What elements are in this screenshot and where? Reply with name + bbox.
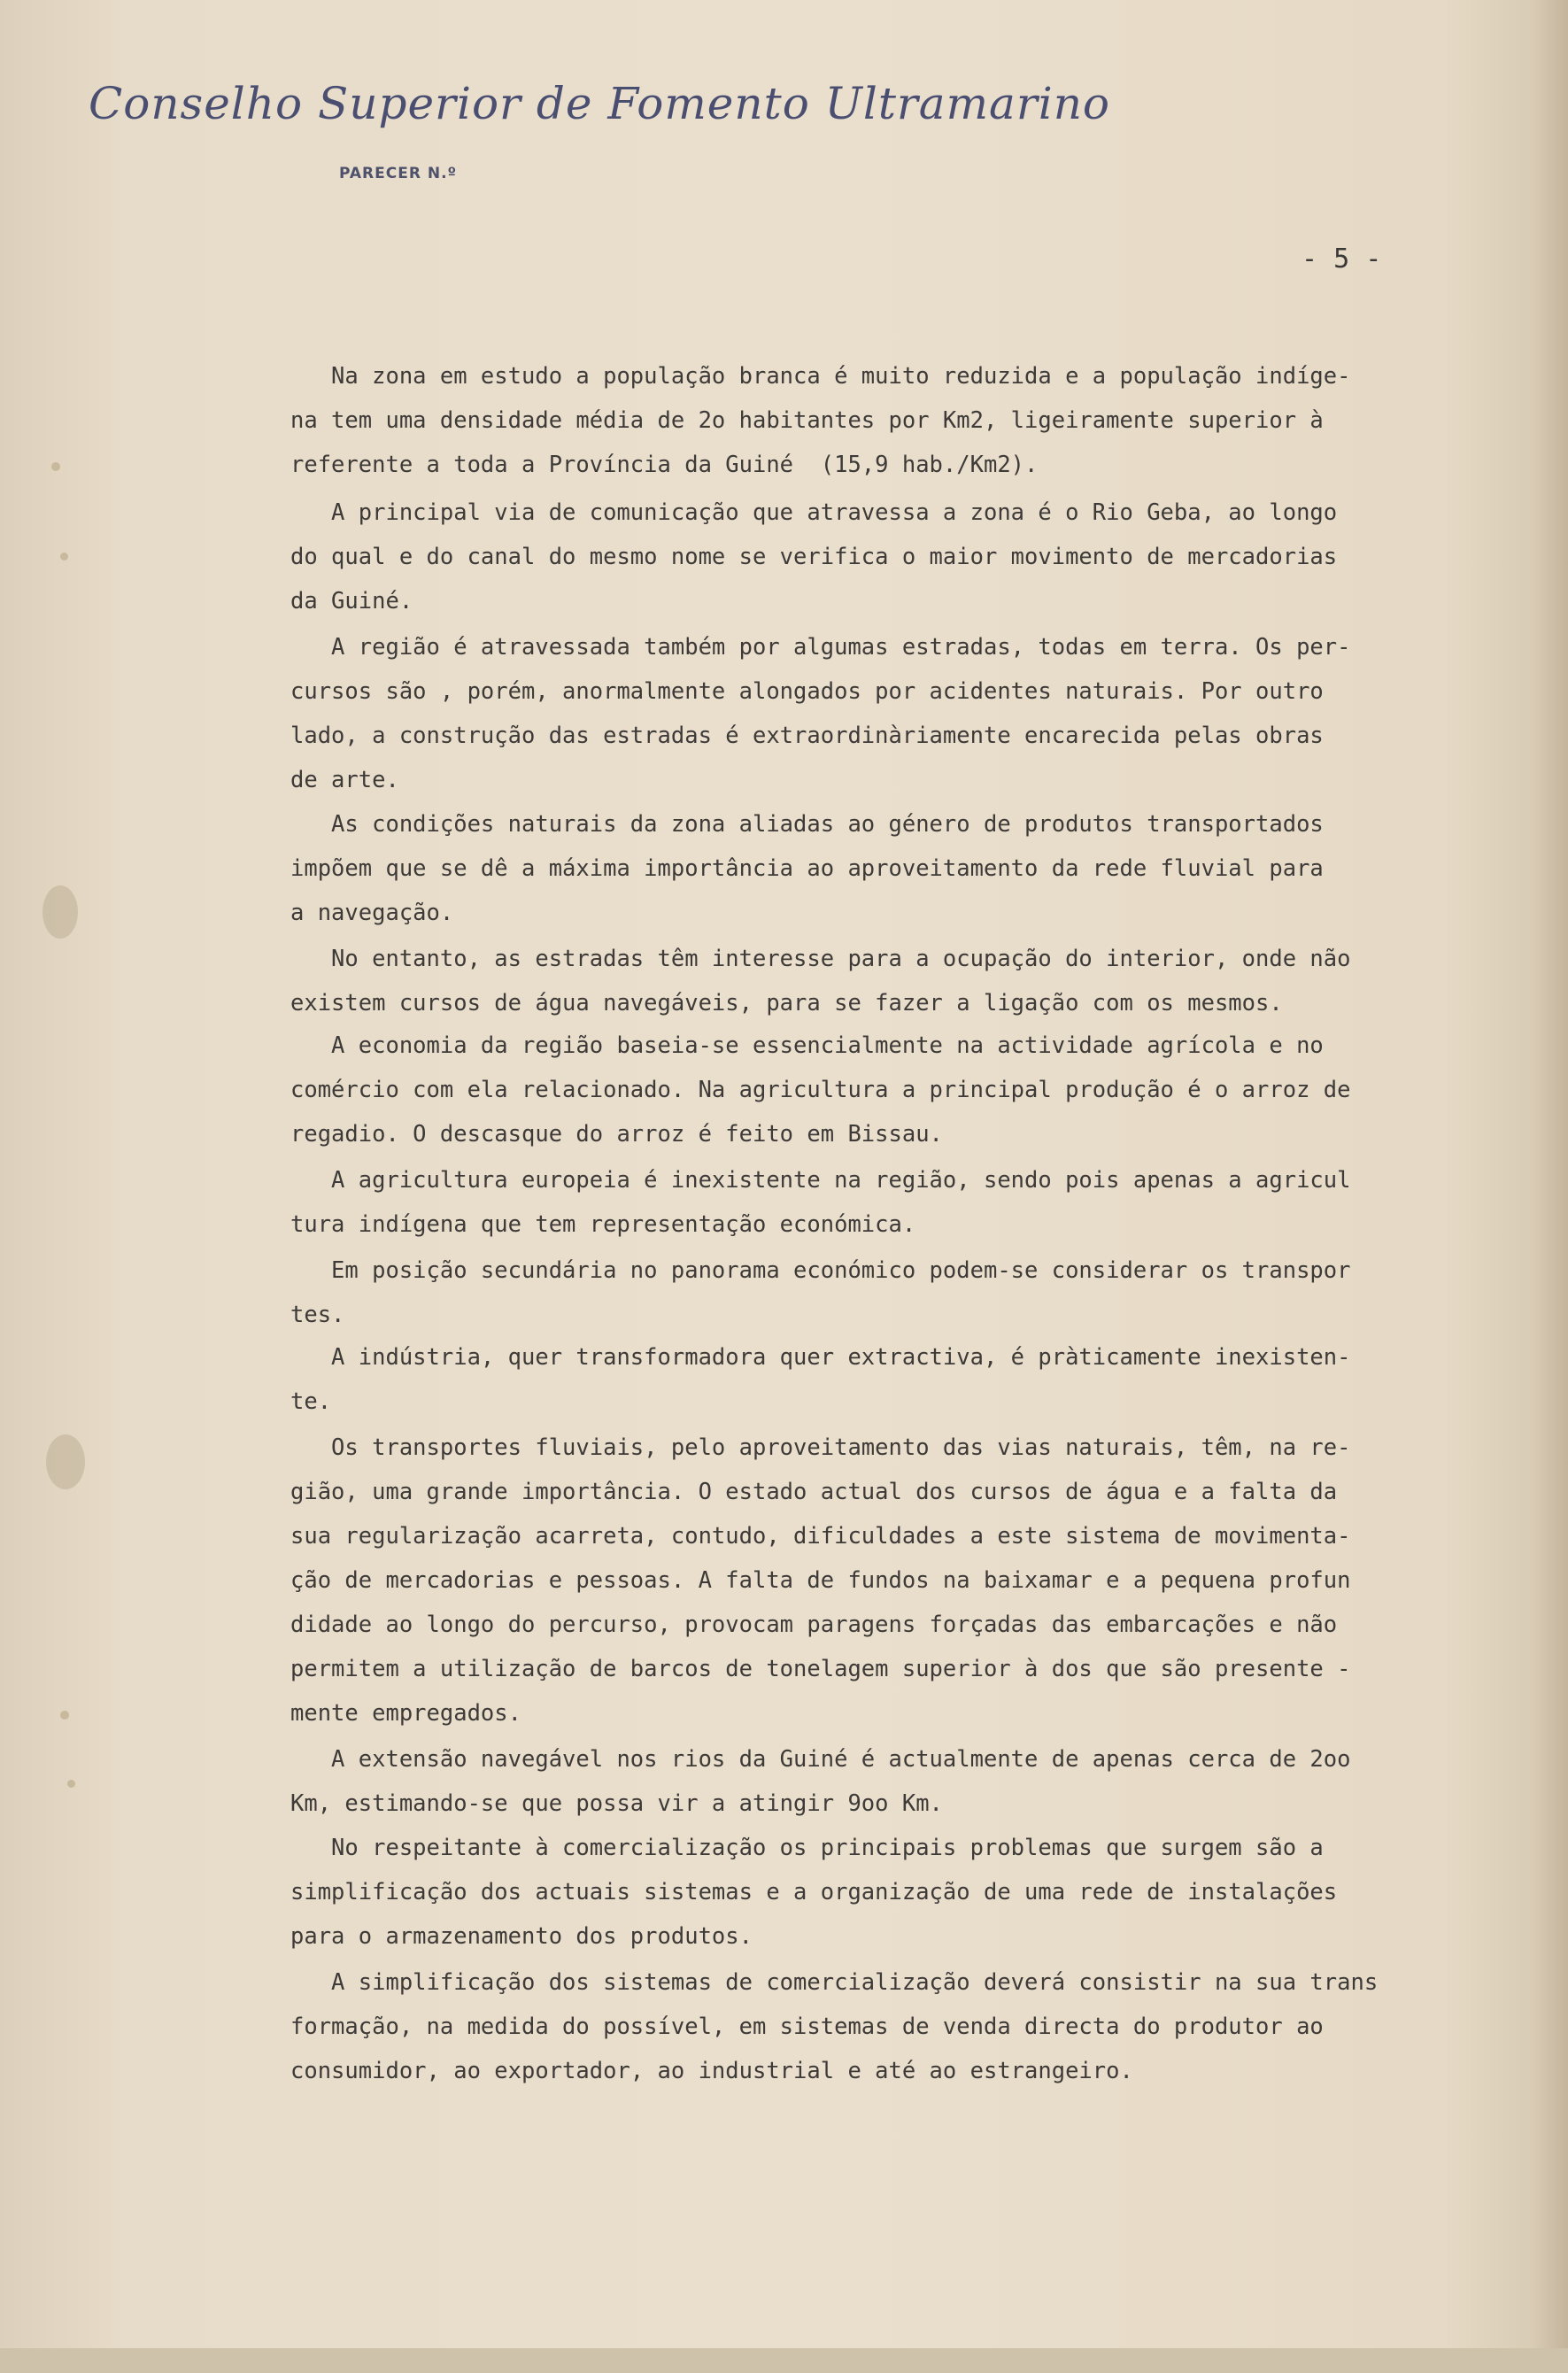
text-line: Na zona em estudo a população branca é muito reduzida e a população indíge- [290,363,1351,390]
punch-hole [51,462,60,471]
text-line: A região é atravessada também por algumas estradas, todas em terra. Os per- [290,634,1351,661]
text-line: do qual e do canal do mesmo nome se verifica o maior movimento de mercadorias [290,544,1338,570]
text-line: A extensão navegável nos rios da Guiné é actualmente de apenas cerca de 2oo [290,1746,1351,1773]
punch-hole [60,553,68,560]
text-line: Em posição secundária no panorama económico podem-se considerar os transpor [290,1257,1351,1284]
text-line: A agricultura europeia é inexistente na região, sendo pois apenas a agricul [290,1167,1351,1194]
text-line: a navegação. [290,900,454,926]
text-line: impõem que se dê a máxima importância ao aproveitamento da rede fluvial para [290,855,1324,882]
text-line: tes. [290,1302,345,1328]
paper-stain [46,1434,85,1489]
text-line: da Guiné. [290,588,413,615]
punch-hole [67,1780,75,1788]
text-line: formação, na medida do possível, em sistemas de venda directa do produtor ao [290,2014,1324,2040]
text-line: simplificação dos actuais sistemas e a organização de uma rede de instalações [290,1879,1338,1905]
text-line: consumidor, ao exportador, ao industrial e até ao estrangeiro. [290,2058,1133,2084]
text-line: sua regularização acarreta, contudo, dificuldades a este sistema de movimenta- [290,1523,1351,1550]
punch-hole [60,1711,69,1720]
text-line: mente empregados. [290,1700,521,1727]
text-line: na tem uma densidade média de 2o habitantes por Km2, ligeiramente superior à [290,407,1324,434]
page-bottom-strip [0,2348,1568,2373]
text-line: tura indígena que tem representação económica. [290,1211,916,1238]
page-number: - 5 - [1302,243,1382,274]
text-line: gião, uma grande importância. O estado actual dos cursos de água e a falta da [290,1479,1338,1505]
text-line: cursos são , porém, anormalmente alongados por acidentes naturais. Por outro [290,678,1324,705]
text-line: As condições naturais da zona aliadas ao género de produtos transportados [290,811,1324,838]
text-line: A principal via de comunicação que atravessa a zona é o Rio Geba, ao longo [290,499,1338,526]
text-line: te. [290,1388,332,1415]
text-line: didade ao longo do percurso, provocam paragens forçadas das embarcações e não [290,1612,1338,1638]
letterhead-title: Conselho Superior de Fomento Ultramarino [89,78,1111,129]
text-line: para o armazenamento dos produtos. [290,1923,753,1950]
text-line: No entanto, as estradas têm interesse para a ocupação do interior, onde não [290,946,1351,972]
text-line: ção de mercadorias e pessoas. A falta de fundos na baixamar e a pequena profun [290,1567,1351,1594]
paper-stain [42,885,78,939]
text-line: referente a toda a Província da Guiné (15,9 hab./Km2). [290,452,1039,478]
text-line: A indústria, quer transformadora quer extractiva, é pràticamente inexisten- [290,1344,1351,1371]
text-line: Km, estimando-se que possa vir a atingir 9oo Km. [290,1790,943,1817]
parecer-label: PARECER N.º [339,165,458,182]
text-line: de arte. [290,767,399,793]
text-line: A economia da região baseia-se essencialmente na actividade agrícola e no [290,1032,1324,1059]
text-line: No respeitante à comercialização os principais problemas que surgem são a [290,1835,1324,1861]
text-line: permitem a utilização de barcos de tonelagem superior à dos que são presente - [290,1656,1351,1682]
page-edge-shadow [1533,0,1568,2373]
text-line: A simplificação dos sistemas de comercialização deverá consistir na sua trans [290,1969,1379,1996]
text-line: lado, a construção das estradas é extraordinàriamente encarecida pelas obras [290,723,1324,749]
text-line: Os transportes fluviais, pelo aproveitamento das vias naturais, têm, na re- [290,1434,1351,1461]
text-line: existem cursos de água navegáveis, para se fazer a ligação com os mesmos. [290,990,1283,1016]
text-line: comércio com ela relacionado. Na agricultura a principal produção é o arroz de [290,1077,1351,1103]
text-line: regadio. O descasque do arroz é feito em Bissau. [290,1121,943,1148]
